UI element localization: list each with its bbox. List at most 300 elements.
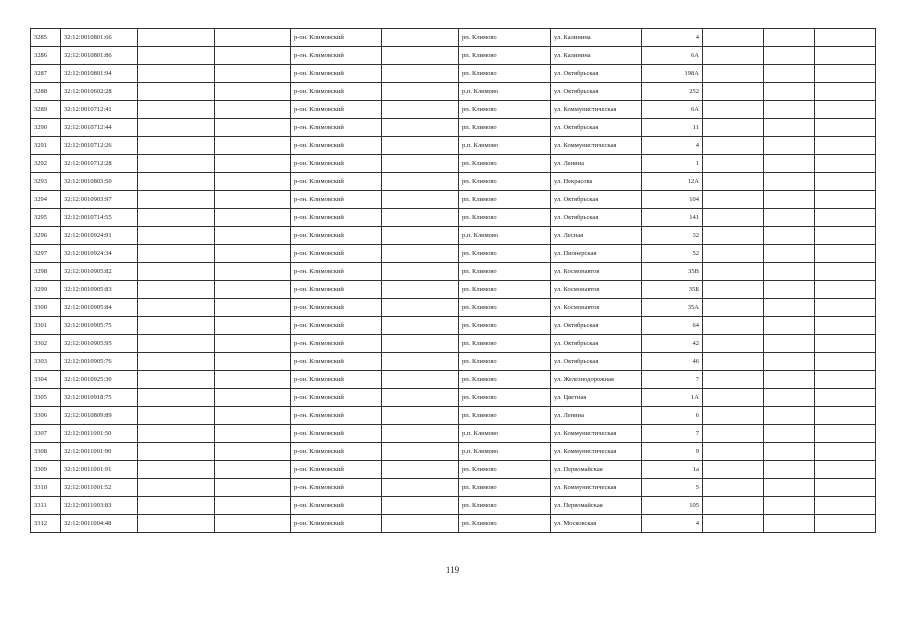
empty-cell <box>382 227 459 245</box>
house-number-cell: 52 <box>642 245 703 263</box>
street-cell: ул. Октябрьская <box>551 209 642 227</box>
street-cell: ул. Октябрьская <box>551 317 642 335</box>
table-row <box>31 353 876 371</box>
row-number-cell: 3310 <box>31 479 61 497</box>
table-row <box>31 317 876 335</box>
empty-cell <box>764 407 815 425</box>
district-cell: р-он. Климовский <box>291 191 382 209</box>
row-number-cell: 3293 <box>31 173 61 191</box>
empty-cell <box>215 425 291 443</box>
empty-cell <box>215 479 291 497</box>
empty-cell <box>382 191 459 209</box>
street-cell: ул. Коммунистическая <box>551 443 642 461</box>
settlement-cell: рп. Климово <box>459 353 551 371</box>
empty-cell <box>382 299 459 317</box>
row-number-cell: 3286 <box>31 47 61 65</box>
street-cell: ул. Калинина <box>551 29 642 47</box>
district-cell: р-он. Климовский <box>291 227 382 245</box>
table-row <box>31 299 876 317</box>
table-row <box>31 515 876 533</box>
table-row <box>31 443 876 461</box>
cadastral-number-cell: 32:12:0010905:76 <box>61 353 138 371</box>
empty-cell <box>215 47 291 65</box>
cadastral-number-cell: 32:12:0011001:50 <box>61 425 138 443</box>
cadastral-number-cell: 32:12:0010905:82 <box>61 263 138 281</box>
empty-cell <box>703 443 764 461</box>
house-number-cell: 4 <box>642 137 703 155</box>
table-row <box>31 425 876 443</box>
district-cell: р-он. Климовский <box>291 425 382 443</box>
empty-cell <box>703 209 764 227</box>
empty-cell <box>764 245 815 263</box>
empty-cell <box>382 83 459 101</box>
empty-cell <box>764 263 815 281</box>
empty-cell <box>382 461 459 479</box>
empty-cell <box>138 191 215 209</box>
house-number-cell: 7 <box>642 371 703 389</box>
empty-cell <box>215 371 291 389</box>
house-number-cell: 198А <box>642 65 703 83</box>
empty-cell <box>703 515 764 533</box>
empty-cell <box>815 335 876 353</box>
empty-cell <box>703 335 764 353</box>
empty-cell <box>815 407 876 425</box>
empty-cell <box>764 209 815 227</box>
table-row <box>31 209 876 227</box>
empty-cell <box>764 461 815 479</box>
empty-cell <box>382 29 459 47</box>
empty-cell <box>764 479 815 497</box>
settlement-cell: рп. Климово <box>459 119 551 137</box>
empty-cell <box>815 497 876 515</box>
empty-cell <box>138 227 215 245</box>
empty-cell <box>138 101 215 119</box>
empty-cell <box>382 245 459 263</box>
district-cell: р-он. Климовский <box>291 137 382 155</box>
table-row <box>31 281 876 299</box>
table-row <box>31 173 876 191</box>
empty-cell <box>815 29 876 47</box>
empty-cell <box>815 83 876 101</box>
empty-cell <box>815 209 876 227</box>
house-number-cell: 9 <box>642 443 703 461</box>
table-body <box>31 29 876 533</box>
empty-cell <box>215 443 291 461</box>
settlement-cell: рп. Климово <box>459 515 551 533</box>
street-cell: ул. Октябрьская <box>551 335 642 353</box>
district-cell: р-он. Климовский <box>291 119 382 137</box>
empty-cell <box>815 137 876 155</box>
settlement-cell: р.п. Климово <box>459 425 551 443</box>
settlement-cell: рп. Климово <box>459 371 551 389</box>
empty-cell <box>138 425 215 443</box>
empty-cell <box>382 371 459 389</box>
row-number-cell: 3289 <box>31 101 61 119</box>
empty-cell <box>764 443 815 461</box>
cadastral-number-cell: 32:12:0011001:52 <box>61 479 138 497</box>
empty-cell <box>703 281 764 299</box>
table-row <box>31 155 876 173</box>
street-cell: ул. Коммунистическая <box>551 425 642 443</box>
empty-cell <box>138 245 215 263</box>
cadastral-number-cell: 32:12:0010905:75 <box>61 317 138 335</box>
cadastral-number-cell: 32:12:0010905:83 <box>61 281 138 299</box>
district-cell: р-он. Климовский <box>291 245 382 263</box>
cadastral-number-cell: 32:12:0010803:50 <box>61 173 138 191</box>
street-cell: ул. Коммунистическая <box>551 479 642 497</box>
cadastral-number-cell: 32:12:0010801:66 <box>61 29 138 47</box>
registry-table <box>30 28 876 533</box>
street-cell: ул. Некрасова <box>551 173 642 191</box>
district-cell: р-он. Климовский <box>291 281 382 299</box>
settlement-cell: рп. Климово <box>459 389 551 407</box>
empty-cell <box>382 443 459 461</box>
empty-cell <box>764 389 815 407</box>
empty-cell <box>138 173 215 191</box>
table-row <box>31 227 876 245</box>
settlement-cell: рп. Климово <box>459 245 551 263</box>
street-cell: ул. Железнодорожная <box>551 371 642 389</box>
empty-cell <box>815 479 876 497</box>
empty-cell <box>764 191 815 209</box>
empty-cell <box>138 47 215 65</box>
street-cell: ул. Коммунистическая <box>551 101 642 119</box>
empty-cell <box>703 173 764 191</box>
settlement-cell: р.п. Климово <box>459 443 551 461</box>
empty-cell <box>215 137 291 155</box>
house-number-cell: 1 <box>642 155 703 173</box>
cadastral-number-cell: 32:12:0011004:48 <box>61 515 138 533</box>
settlement-cell: рп. Климово <box>459 29 551 47</box>
row-number-cell: 3295 <box>31 209 61 227</box>
empty-cell <box>703 191 764 209</box>
district-cell: р-он. Климовский <box>291 335 382 353</box>
district-cell: р-он. Климовский <box>291 407 382 425</box>
table-row <box>31 263 876 281</box>
empty-cell <box>138 497 215 515</box>
house-number-cell: 252 <box>642 83 703 101</box>
empty-cell <box>382 317 459 335</box>
house-number-cell: 6 <box>642 407 703 425</box>
empty-cell <box>703 119 764 137</box>
empty-cell <box>815 425 876 443</box>
empty-cell <box>215 353 291 371</box>
settlement-cell: рп. Климово <box>459 209 551 227</box>
row-number-cell: 3285 <box>31 29 61 47</box>
cadastral-number-cell: 32:12:0010801:86 <box>61 47 138 65</box>
district-cell: р-он. Климовский <box>291 209 382 227</box>
cadastral-number-cell: 32:12:0010905:95 <box>61 335 138 353</box>
row-number-cell: 3297 <box>31 245 61 263</box>
empty-cell <box>138 65 215 83</box>
empty-cell <box>215 173 291 191</box>
empty-cell <box>215 101 291 119</box>
empty-cell <box>138 335 215 353</box>
house-number-cell: 105 <box>642 497 703 515</box>
row-number-cell: 3296 <box>31 227 61 245</box>
row-number-cell: 3307 <box>31 425 61 443</box>
house-number-cell: 6А <box>642 101 703 119</box>
table-row <box>31 65 876 83</box>
table-row <box>31 479 876 497</box>
page-number: 119 <box>445 565 460 575</box>
empty-cell <box>703 227 764 245</box>
district-cell: р-он. Климовский <box>291 497 382 515</box>
house-number-cell: 104 <box>642 191 703 209</box>
empty-cell <box>138 299 215 317</box>
empty-cell <box>382 173 459 191</box>
empty-cell <box>764 425 815 443</box>
settlement-cell: рп. Климово <box>459 461 551 479</box>
empty-cell <box>815 65 876 83</box>
cadastral-number-cell: 32:12:0010924:91 <box>61 227 138 245</box>
cadastral-number-cell: 32:12:0010712:41 <box>61 101 138 119</box>
table-row <box>31 497 876 515</box>
empty-cell <box>815 227 876 245</box>
settlement-cell: р.п. Климово <box>459 137 551 155</box>
house-number-cell: 64 <box>642 317 703 335</box>
empty-cell <box>815 281 876 299</box>
empty-cell <box>138 389 215 407</box>
house-number-cell: 4 <box>642 515 703 533</box>
cadastral-number-cell: 32:12:0010918:75 <box>61 389 138 407</box>
empty-cell <box>815 191 876 209</box>
street-cell: ул. Ленина <box>551 155 642 173</box>
house-number-cell: 1а <box>642 461 703 479</box>
settlement-cell: рп. Климово <box>459 497 551 515</box>
district-cell: р-он. Климовский <box>291 515 382 533</box>
empty-cell <box>138 263 215 281</box>
street-cell: ул. Цветная <box>551 389 642 407</box>
row-number-cell: 3305 <box>31 389 61 407</box>
empty-cell <box>215 83 291 101</box>
empty-cell <box>382 101 459 119</box>
table-row <box>31 137 876 155</box>
empty-cell <box>215 281 291 299</box>
district-cell: р-он. Климовский <box>291 155 382 173</box>
house-number-cell: 141 <box>642 209 703 227</box>
empty-cell <box>764 137 815 155</box>
settlement-cell: рп. Климово <box>459 299 551 317</box>
house-number-cell: 7 <box>642 425 703 443</box>
empty-cell <box>138 479 215 497</box>
row-number-cell: 3298 <box>31 263 61 281</box>
empty-cell <box>703 65 764 83</box>
empty-cell <box>382 515 459 533</box>
district-cell: р-он. Климовский <box>291 317 382 335</box>
empty-cell <box>703 461 764 479</box>
empty-cell <box>382 281 459 299</box>
row-number-cell: 3301 <box>31 317 61 335</box>
settlement-cell: рп. Климово <box>459 47 551 65</box>
district-cell: р-он. Климовский <box>291 47 382 65</box>
empty-cell <box>703 353 764 371</box>
empty-cell <box>138 461 215 479</box>
cadastral-number-cell: 32:12:0010925:30 <box>61 371 138 389</box>
district-cell: р-он. Климовский <box>291 101 382 119</box>
empty-cell <box>138 119 215 137</box>
row-number-cell: 3312 <box>31 515 61 533</box>
empty-cell <box>764 299 815 317</box>
settlement-cell: рп. Климово <box>459 101 551 119</box>
empty-cell <box>703 263 764 281</box>
empty-cell <box>138 83 215 101</box>
cadastral-number-cell: 32:12:0010903:97 <box>61 191 138 209</box>
house-number-cell: 4 <box>642 29 703 47</box>
empty-cell <box>703 407 764 425</box>
cadastral-number-cell: 32:12:0010809:89 <box>61 407 138 425</box>
house-number-cell: 1А <box>642 389 703 407</box>
empty-cell <box>215 29 291 47</box>
empty-cell <box>382 389 459 407</box>
district-cell: р-он. Климовский <box>291 299 382 317</box>
empty-cell <box>382 47 459 65</box>
street-cell: ул. Октябрьская <box>551 83 642 101</box>
row-number-cell: 3304 <box>31 371 61 389</box>
empty-cell <box>215 515 291 533</box>
cadastral-number-cell: 32:12:0010602:28 <box>61 83 138 101</box>
house-number-cell: 12А <box>642 173 703 191</box>
empty-cell <box>815 317 876 335</box>
empty-cell <box>215 191 291 209</box>
empty-cell <box>138 137 215 155</box>
empty-cell <box>382 65 459 83</box>
empty-cell <box>703 83 764 101</box>
street-cell: ул. Космонавтов <box>551 299 642 317</box>
settlement-cell: рп. Климово <box>459 281 551 299</box>
empty-cell <box>764 119 815 137</box>
empty-cell <box>703 47 764 65</box>
house-number-cell: 6А <box>642 47 703 65</box>
empty-cell <box>382 497 459 515</box>
table-row <box>31 29 876 47</box>
row-number-cell: 3288 <box>31 83 61 101</box>
street-cell: ул. Первомайская <box>551 461 642 479</box>
house-number-cell: 11 <box>642 119 703 137</box>
district-cell: р-он. Климовский <box>291 389 382 407</box>
empty-cell <box>138 317 215 335</box>
street-cell: ул. Ленина <box>551 407 642 425</box>
empty-cell <box>703 479 764 497</box>
empty-cell <box>215 461 291 479</box>
empty-cell <box>703 155 764 173</box>
settlement-cell: р.п. Климово <box>459 83 551 101</box>
empty-cell <box>215 119 291 137</box>
empty-cell <box>815 299 876 317</box>
table-row <box>31 371 876 389</box>
empty-cell <box>764 83 815 101</box>
empty-cell <box>703 425 764 443</box>
empty-cell <box>764 371 815 389</box>
row-number-cell: 3311 <box>31 497 61 515</box>
empty-cell <box>215 389 291 407</box>
empty-cell <box>138 29 215 47</box>
empty-cell <box>215 245 291 263</box>
empty-cell <box>815 101 876 119</box>
empty-cell <box>764 353 815 371</box>
empty-cell <box>815 353 876 371</box>
street-cell: ул. Калинина <box>551 47 642 65</box>
empty-cell <box>764 515 815 533</box>
street-cell: ул. Октябрьская <box>551 353 642 371</box>
table-row <box>31 245 876 263</box>
district-cell: р-он. Климовский <box>291 83 382 101</box>
empty-cell <box>703 299 764 317</box>
empty-cell <box>703 245 764 263</box>
table-row <box>31 101 876 119</box>
cadastral-number-cell: 32:12:0010801:94 <box>61 65 138 83</box>
empty-cell <box>138 371 215 389</box>
empty-cell <box>138 515 215 533</box>
district-cell: р-он. Климовский <box>291 479 382 497</box>
empty-cell <box>382 119 459 137</box>
cadastral-number-cell: 32:12:0010714:55 <box>61 209 138 227</box>
cadastral-number-cell: 32:12:0011001:90 <box>61 443 138 461</box>
empty-cell <box>382 479 459 497</box>
settlement-cell: рп. Климово <box>459 479 551 497</box>
house-number-cell: 5 <box>642 479 703 497</box>
table-row <box>31 461 876 479</box>
settlement-cell: рп. Климово <box>459 65 551 83</box>
empty-cell <box>815 173 876 191</box>
empty-cell <box>382 209 459 227</box>
empty-cell <box>815 461 876 479</box>
cadastral-number-cell: 32:12:0010905:84 <box>61 299 138 317</box>
district-cell: р-он. Климовский <box>291 461 382 479</box>
empty-cell <box>138 155 215 173</box>
empty-cell <box>382 155 459 173</box>
empty-cell <box>215 155 291 173</box>
empty-cell <box>764 47 815 65</box>
row-number-cell: 3294 <box>31 191 61 209</box>
empty-cell <box>215 335 291 353</box>
row-number-cell: 3291 <box>31 137 61 155</box>
street-cell: ул. Октябрьская <box>551 65 642 83</box>
settlement-cell: рп. Климово <box>459 317 551 335</box>
table-row <box>31 47 876 65</box>
settlement-cell: рп. Климово <box>459 263 551 281</box>
table-row <box>31 119 876 137</box>
street-cell: ул. Космонавтов <box>551 263 642 281</box>
empty-cell <box>215 299 291 317</box>
empty-cell <box>764 29 815 47</box>
street-cell: ул. Космонавтов <box>551 281 642 299</box>
house-number-cell: 46 <box>642 353 703 371</box>
empty-cell <box>703 137 764 155</box>
empty-cell <box>215 497 291 515</box>
empty-cell <box>382 335 459 353</box>
cadastral-number-cell: 32:12:0010924:34 <box>61 245 138 263</box>
table-row <box>31 389 876 407</box>
cadastral-number-cell: 32:12:0010712:44 <box>61 119 138 137</box>
settlement-cell: рп. Климово <box>459 191 551 209</box>
table-row <box>31 407 876 425</box>
empty-cell <box>815 389 876 407</box>
street-cell: ул. Октябрьская <box>551 191 642 209</box>
empty-cell <box>703 101 764 119</box>
street-cell: ул. Пионерская <box>551 245 642 263</box>
empty-cell <box>815 245 876 263</box>
empty-cell <box>138 209 215 227</box>
cadastral-number-cell: 32:12:0010712:26 <box>61 137 138 155</box>
empty-cell <box>382 263 459 281</box>
district-cell: р-он. Климовский <box>291 65 382 83</box>
empty-cell <box>703 29 764 47</box>
table-row <box>31 335 876 353</box>
empty-cell <box>764 281 815 299</box>
empty-cell <box>703 497 764 515</box>
row-number-cell: 3292 <box>31 155 61 173</box>
